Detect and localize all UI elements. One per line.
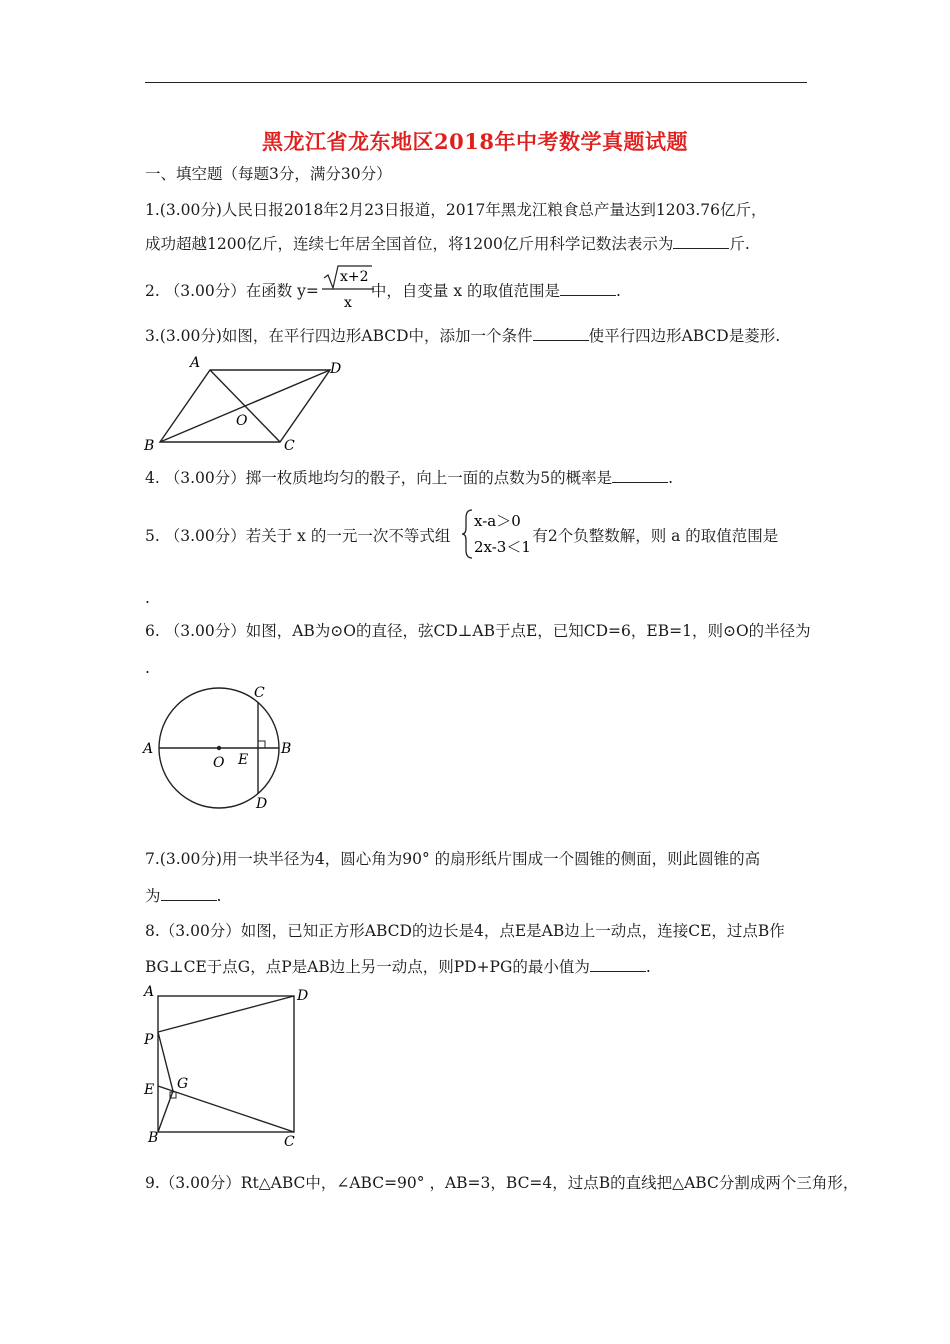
q3-parallelogram-figure — [140, 350, 360, 456]
q1-text: 成功超越1200亿斤，连续七年居全国首位，将1200亿斤用科学记数法表示为 — [145, 235, 674, 253]
label-c: C — [284, 1134, 295, 1150]
label-b: B — [144, 438, 155, 454]
q2-answer-blank[interactable] — [560, 281, 616, 296]
q7-line1: 7.(3.00分)用一块半径为4，圆心角为90° 的扇形纸片围成一个圆锥的侧面，则此圆锥的高 — [145, 850, 761, 868]
q4-text: 4. （3.00分）掷一枚质地均匀的骰子，向上一面的点数为5的概率是 — [145, 469, 613, 487]
label-g: G — [177, 1076, 189, 1092]
q7-text: 为 — [145, 887, 161, 905]
q1-unit: 斤. — [729, 235, 750, 253]
q7-line2 — [145, 886, 221, 906]
q8-square-figure — [140, 982, 320, 1150]
label-b: B — [148, 1130, 159, 1146]
q4-answer-blank[interactable] — [612, 468, 668, 483]
section-heading: 一、填空题（每题3分，满分30分） — [145, 165, 392, 183]
q5-end: . — [145, 589, 150, 607]
q1-line2 — [145, 234, 750, 254]
segment-ce — [158, 1086, 294, 1132]
square-abcd — [158, 996, 294, 1132]
q4-end: . — [668, 469, 674, 487]
q3-line — [145, 326, 780, 346]
q2-fraction — [320, 262, 376, 314]
q1-line1: 1.(3.00分)人民日报2018年2月23日报道，2017年黑龙江粮食总产量达到1203.76亿斤， — [145, 201, 767, 219]
q2-end: . — [616, 282, 621, 300]
q5-inequality-system — [462, 506, 548, 562]
q1-answer-blank[interactable] — [673, 234, 729, 249]
q2-prefix: 2. （3.00分）在函数 y= — [145, 282, 319, 300]
q3-text-a: 3.(3.00分)如图，在平行四边形ABCD中，添加一个条件 — [145, 327, 533, 345]
label-o: O — [213, 755, 225, 771]
segment-bg — [158, 1091, 173, 1132]
q2-suffix: 中，自变量 x 的取值范围是 — [370, 282, 561, 300]
q3-answer-blank[interactable] — [533, 326, 589, 341]
q8-answer-blank[interactable] — [590, 957, 646, 972]
q6-end: . — [145, 659, 150, 677]
q7-answer-blank[interactable] — [161, 886, 217, 901]
q2-line — [145, 281, 621, 301]
q7-end: . — [216, 887, 222, 905]
label-a: A — [190, 355, 201, 371]
q6-line1: 6. （3.00分）如图，AB为⊙O的直径，弦CD⊥AB于点E，已知CD=6，EB=1，则⊙O的半径为 — [145, 622, 811, 640]
label-a: A — [144, 984, 155, 1000]
label-c: C — [284, 438, 295, 454]
label-b: B — [281, 741, 292, 757]
right-angle-icon — [258, 741, 265, 748]
page-title: 黑龙江省龙东地区2018年中考数学真题试题 — [262, 129, 688, 154]
segment-pg — [158, 1032, 173, 1091]
q6-circle-figure — [140, 682, 300, 812]
q3-text-b: 使平行四边形ABCD是菱形. — [588, 327, 781, 345]
label-d: D — [330, 361, 342, 377]
center-dot — [217, 746, 221, 750]
brace-icon — [462, 510, 472, 558]
q8-text: BG⊥CE于点G，点P是AB边上另一动点，则PD+PG的最小值为 — [145, 958, 590, 976]
q5-prefix: 5. （3.00分）若关于 x 的一元一次不等式组 — [145, 527, 451, 545]
label-o: O — [236, 413, 248, 429]
label-e: E — [144, 1082, 155, 1098]
label-d: D — [297, 988, 309, 1004]
label-d: D — [256, 796, 268, 812]
q8-line1: 8.（3.00分）如图，已知正方形ABCD的边长是4，点E是AB边上一动点，连接CE，过点B作 — [145, 922, 785, 940]
q5-ineq1: x-a＞0 — [474, 512, 521, 530]
q8-line2 — [145, 957, 651, 977]
label-a: A — [143, 741, 154, 757]
q9-line1: 9.（3.00分）Rt△ABC中，∠ABC=90° ，AB=3，BC=4，过点B的直线把△ABC分割成两个三角形， — [145, 1174, 859, 1192]
q2-numerator: x+2 — [340, 269, 369, 285]
label-e: E — [238, 752, 249, 768]
top-rule — [145, 82, 807, 83]
q5-ineq2: 2x-3＜1 — [474, 538, 531, 556]
q4-line — [145, 468, 673, 488]
label-c: C — [254, 685, 265, 701]
segment-pd — [158, 996, 294, 1032]
q8-end: . — [645, 958, 651, 976]
label-p: P — [144, 1032, 154, 1048]
q2-denominator: x — [344, 295, 352, 311]
q5-suffix: 有2个负整数解，则 a 的取值范围是 — [532, 527, 779, 545]
